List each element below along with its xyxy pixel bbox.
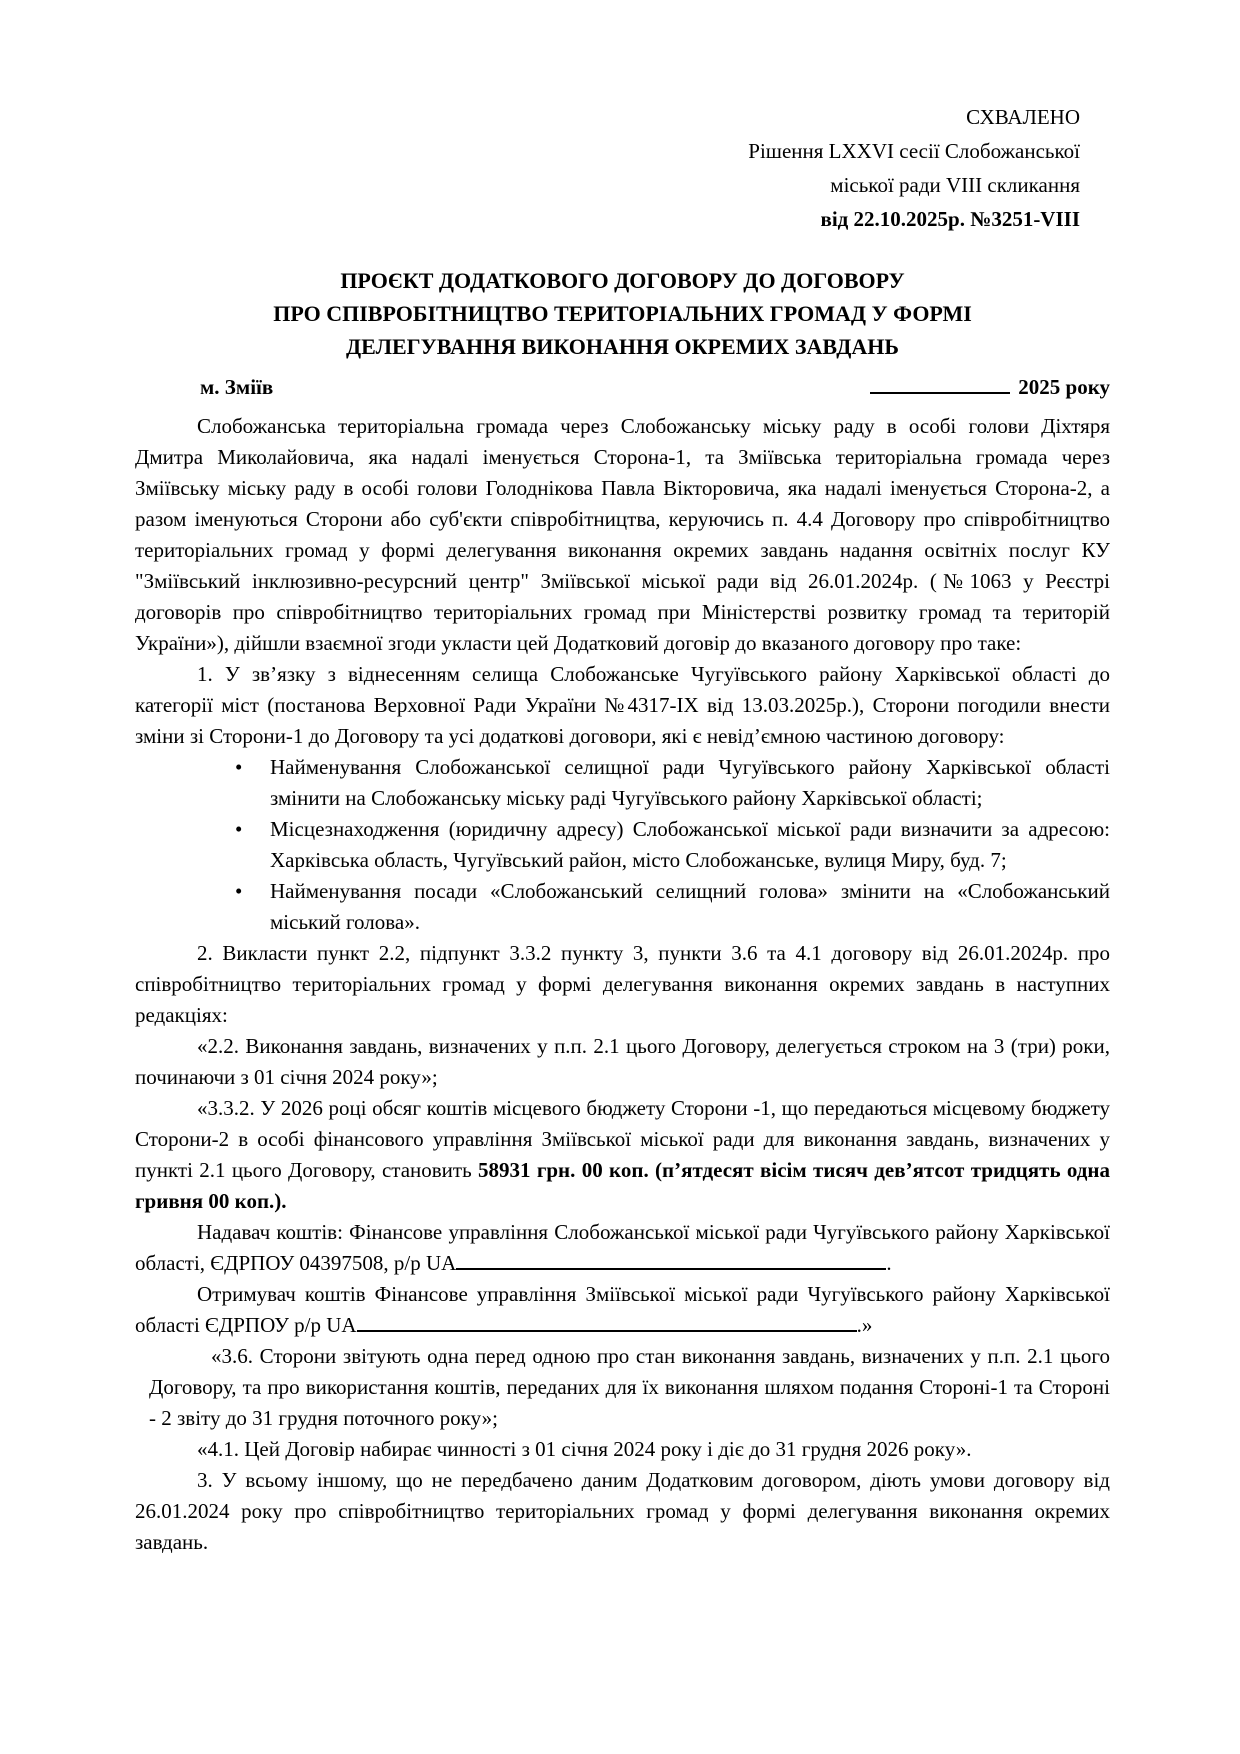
paragraph-clause-4-1: «4.1. Цей Договір набирає чинності з 01 січня 2024 року і діє до 31 грудня 2026 року».	[197, 1437, 972, 1461]
approval-line-1: СХВАЛЕНО	[966, 105, 1080, 129]
paragraph-clause-2: 2. Викласти пункт 2.2, підпункт 3.3.2 пункту 3, пункти 3.6 та 4.1 договору від 26.01.2024р. про співробітництво територіальних громад у формі делегування виконання окремих завдань в наступних редакціях:	[135, 941, 1110, 1027]
bullet-icon: •	[235, 817, 243, 841]
paragraph-clause-3-6: «3.6. Сторони звітують одна перед одною про стан виконання завдань, визначених у п.п. 2.1 цього Договору, та про використання коштів, переданих для їх виконання шляхом подання Стороні-1 та Стороні - 2 звіту до 31 грудня поточного року»;	[149, 1344, 1110, 1430]
paragraph-funds-provider	[135, 1217, 1110, 1279]
approval-line-2: Рішення LXXVI сесії Слобожанської	[748, 139, 1080, 163]
amendments-bullet-list	[135, 752, 1110, 938]
paragraph-clause-1: 1. У зв’язку з віднесенням селища Слобожанське Чугуївського району Харківської області до категорії міст (постанова Верховної Ради України №4317-ІХ від 13.03.2025р.), Сторони погодили внести зміни зі Сторони-1 до Договору та усі додаткові договори, які є невід’ємною частиною договору:	[135, 662, 1110, 748]
funds-provider-period: .	[886, 1251, 892, 1275]
title-line-1: ПРОЄКТ ДОДАТКОВОГО ДОГОВОРУ ДО ДОГОВОРУ	[340, 268, 905, 293]
funds-recipient-text: Отримувач коштів Фінансове управління Зміївської міської ради Чугуївського району Харківської області ЄДРПОУ р/р UA	[135, 1282, 1110, 1337]
bullet-item-position-title	[235, 876, 1110, 938]
approval-line-4: від 22.10.2025р. №3251-VIII	[820, 207, 1080, 231]
bullet-item-legal-address	[235, 814, 1110, 876]
paragraph-funds-recipient	[135, 1279, 1110, 1341]
title-line-3: ДЕЛЕГУВАННЯ ВИКОНАННЯ ОКРЕМИХ ЗАВДАНЬ	[346, 334, 899, 359]
bullet-icon: •	[235, 755, 243, 779]
bullet-item-text: Найменування Слобожанської селищної ради Чугуївського району Харківської області змінити на Слобожанську міську раді Чугуївського району Харківської області;	[270, 755, 1110, 810]
bullet-item-renaming-council	[235, 752, 1110, 814]
clause-3-3-2-text: «3.3.2. У 2026 році обсяг коштів місцевого бюджету Сторони -1, що передаються місцевому бюджету Сторони-2 в особі фінансового управління Зміївської міської ради для виконання завдань, визначених у пункті 2.1 цього Договору, становить	[135, 1096, 1110, 1182]
paragraph-clause-3-3-2	[135, 1093, 1110, 1217]
dateline-date	[870, 372, 1110, 403]
funds-recipient-period: .»	[856, 1313, 873, 1337]
paragraph-intro: Слобожанська територіальна громада через Слобожанську міську раду в особі голови Діхтяря Дмитра Миколайовича, яка надалі іменується Сторона-1, та Зміївська територіальна громада через Зміївську міську раду в особі голови Голоднікова Павла Вікторовича, яка надалі іменується Сторона-2, а разом іменуються Сторони або суб'єкти співробітництва, керуючись п. 4.4 Договору про співробітництво територіальних громад у формі делегування виконання окремих завдань надання освітніх послуг КУ "Зміївський інклюзивно-ресурсний центр" Зміївської міської ради від 26.01.2024р. (№1063 у Реєстрі договорів про співробітництво територіальних громад при Міністерстві розвитку громад та територій України»), дійшли взаємної згоди укласти цей Додатковий договір до вказаного договору про таке:	[135, 414, 1110, 655]
paragraph-clause-3: 3. У всьому іншому, що не передбачено даним Додатковим договором, діють умови договору від 26.01.2024 року про співробітництво територіальних громад у формі делегування виконання окремих завдань.	[135, 1468, 1110, 1554]
date-blank-line	[870, 374, 1010, 394]
funds-provider-text: Надавач коштів: Фінансове управління Слобожанської міської ради Чугуївського району Харківської області, ЄДРПОУ 04397508, р/р UA	[135, 1220, 1110, 1275]
bullet-item-text: Місцезнаходження (юридичну адресу) Слобожанської міської ради визначити за адресою: Харківська область, Чугуївський район, місто Слобожанське, вулиця Миру, буд. 7;	[270, 817, 1110, 872]
iban-blank-line-provider	[456, 1250, 886, 1270]
bullet-item-text: Найменування посади «Слобожанський селищний голова» змінити на «Слобожанський міський голова».	[270, 879, 1110, 934]
document-title	[135, 264, 1110, 363]
dateline-year: 2025 року	[1018, 375, 1110, 399]
bullet-icon: •	[235, 879, 243, 903]
approval-line-3: міської ради VIII скликання	[830, 173, 1080, 197]
dateline	[135, 372, 1110, 403]
title-line-2: ПРО СПІВРОБІТНИЦТВО ТЕРИТОРІАЛЬНИХ ГРОМАД У ФОРМІ	[273, 301, 972, 326]
iban-blank-line-recipient	[357, 1312, 857, 1332]
dateline-place: м. Зміїв	[200, 375, 274, 399]
approval-block	[135, 100, 1110, 236]
paragraph-clause-2-2: «2.2. Виконання завдань, визначених у п.п. 2.1 цього Договору, делегується строком на 3 (три) роки, починаючи з 01 січня 2024 року»;	[135, 1034, 1110, 1089]
clause-3-3-2-amount: 58931 грн. 00 коп. (п’ятдесят вісім тисяч дев’ятсот тридцять одна гривня 00 коп.).	[135, 1158, 1110, 1213]
